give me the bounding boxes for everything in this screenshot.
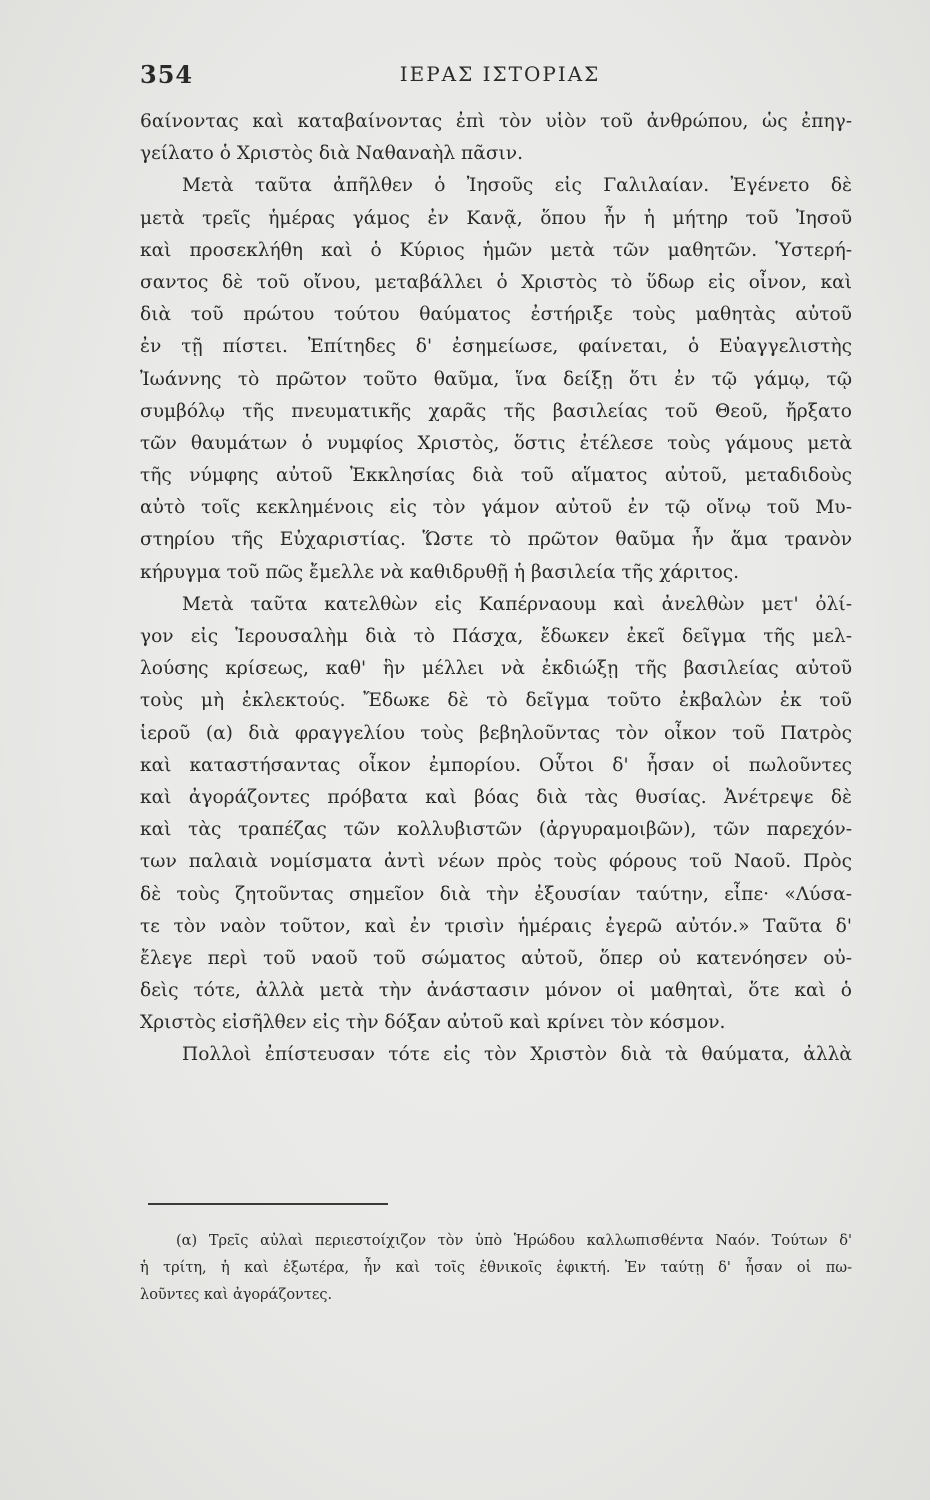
footnote-line: λοῦντες καὶ ἀγοράζοντες. (140, 1287, 333, 1303)
text-line: λούσης κρίσεως, καθ' ἣν μέλλει νὰ ἐκδιώξῃ τῆς βασιλείας αὐτοῦ (140, 658, 852, 680)
text-line: Χριστὸς εἰσῆλθεν εἰς τὴν δόξαν αὐτοῦ καὶ κρίνει τὸν κόσμον. (140, 1012, 726, 1034)
text-line: τε τὸν ναὸν τοῦτον, καὶ ἐν τρισὶν ἡμέραις ἐγερῶ αὐτόν.» Ταῦτα δ' (140, 915, 852, 937)
text-line: δὲ τοὺς ζητοῦντας σημεῖον διὰ τὴν ἐξουσίαν ταύτην, εἶπε· «Λύσα- (140, 883, 852, 905)
text-line: γον εἰς Ἱερουσαλὴμ διὰ τὸ Πάσχα, ἔδωκεν ἐκεῖ δεῖγμα τῆς μελ- (140, 626, 852, 647)
text-line: στηρίου τῆς Εὐχαριστίας. Ὥστε τὸ πρῶτον θαῦμα ἦν ἅμα τρανὸν (140, 529, 852, 551)
text-line: καὶ καταστήσαντας οἶκον ἐμπορίου. Οὗτοι δ' ἦσαν οἱ πωλοῦντες (140, 754, 852, 776)
text-line: δεὶς τότε, ἀλλὰ μετὰ τὴν ἀνάστασιν μόνον οἱ μαθηταὶ, ὅτε καὶ ὁ (140, 980, 852, 1002)
text-line: διὰ τοῦ πρώτου τούτου θαύματος ἐστήριξε τοὺς μαθητὰς αὐτοῦ (140, 304, 852, 326)
page-number: 354 (140, 60, 194, 89)
text-line: Μετὰ ταῦτα ἀπῆλθεν ὁ Ἰησοῦς εἰς Γαλιλαίαν. Ἐγένετο δὲ (182, 175, 852, 197)
footnote-line: ἡ τρίτη, ἡ καὶ ἐξωτέρα, ἦν καὶ τοῖς ἐθνικοῖς ἐφικτή. Ἐν ταύτῃ δ' ἦσαν οἱ πω- (140, 1260, 852, 1276)
text-line: των παλαιὰ νομίσματα ἀντὶ νέων πρὸς τοὺς φόρους τοῦ Ναοῦ. Πρὸς (140, 851, 852, 873)
text-line: μετὰ τρεῖς ἡμέρας γάμος ἐν Κανᾷ, ὅπου ἦν ἡ μήτηρ τοῦ Ἰησοῦ (140, 207, 852, 229)
text-line: τῶν θαυμάτων ὁ νυμφίος Χριστὸς, ὅστις ἐτέλεσε τοὺς γάμους μετὰ (140, 432, 852, 454)
text-line: σαντος δὲ τοῦ οἴνου, μεταβάλλει ὁ Χριστὸς τὸ ὕδωρ εἰς οἶνον, καὶ (140, 271, 852, 293)
text-line: τῆς νύμφης αὐτοῦ Ἐκκλησίας διὰ τοῦ αἵματος αὐτοῦ, μεταδιδοὺς (140, 465, 852, 487)
text-line: καὶ προσεκλήθη καὶ ὁ Κύριος ἡμῶν μετὰ τῶν μαθητῶν. Ὑστερή- (140, 239, 852, 261)
footnote (140, 1228, 852, 1309)
text-line: συμβόλῳ τῆς πνευματικῆς χαρᾶς τῆς βασιλείας τοῦ Θεοῦ, ἤρξατο (140, 400, 852, 422)
text-line: ἔλεγε περὶ τοῦ ναοῦ τοῦ σώματος αὐτοῦ, ὅπερ οὐ κατενόησεν οὐ- (140, 947, 852, 969)
text-line: τοὺς μὴ ἐκλεκτούς. Ἔδωκε δὲ τὸ δεῖγμα τοῦτο ἐκβαλὼν ἐκ τοῦ (140, 690, 852, 712)
footnote-line: (α) Τρεῖς αὐλαὶ περιεστοίχιζον τὸν ὑπὸ Ἡρώδου καλλωπισθέντα Ναόν. Τούτων δ' (176, 1233, 852, 1249)
text-line: Μετὰ ταῦτα κατελθὼν εἰς Καπέρναουμ καὶ ἀνελθὼν μετ' ὀλί- (182, 593, 852, 615)
text-line: αὐτὸ τοῖς κεκλημένοις εἰς τὸν γάμον αὐτοῦ ἐν τῷ οἴνῳ τοῦ Μυ- (140, 497, 852, 519)
text-line: γείλατο ὁ Χριστὸς διὰ Ναθαναὴλ πᾶσιν. (140, 143, 524, 165)
text-line: καὶ τὰς τραπέζας τῶν κολλυβιστῶν (ἀργυραμοιβῶν), τῶν παρεχόν- (140, 819, 852, 841)
text-line: Πολλοὶ ἐπίστευσαν τότε εἰς τὸν Χριστὸν διὰ τὰ θαύματα, ἀλλὰ (182, 1044, 852, 1066)
text-line: Ἰωάννης τὸ πρῶτον τοῦτο θαῦμα, ἵνα δείξῃ ὅτι ἐν τῷ γάμῳ, τῷ (140, 368, 852, 390)
text-line: 6αίνοντας καὶ καταβαίνοντας ἐπὶ τὸν υἱὸν τοῦ ἀνθρώπου, ὡς ἐπηγ- (140, 111, 852, 132)
text-line: ἐν τῇ πίστει. Ἐπίτηδες δ' ἐσημείωσε, φαίνεται, ὁ Εὐαγγελιστὴς (140, 336, 852, 358)
page-header (140, 60, 860, 90)
text-line: κήρυγμα τοῦ πῶς ἔμελλε νὰ καθιδρυθῇ ἡ βασιλεία τῆς χάριτος. (140, 561, 740, 583)
text-line: ἱεροῦ (α) διὰ φραγγελίου τοὺς βεβηλοῦντας τὸν οἶκον τοῦ Πατρὸς (140, 722, 852, 744)
text-line: καὶ ἀγοράζοντες πρόβατα καὶ βόας διὰ τὰς θυσίας. Ἀνέτρεψε δὲ (140, 786, 852, 808)
footnote-divider (148, 1203, 388, 1205)
running-head: ΙΕΡΑΣ ΙΣΤΟΡΙΑΣ (399, 62, 601, 86)
main-text (140, 106, 852, 1072)
